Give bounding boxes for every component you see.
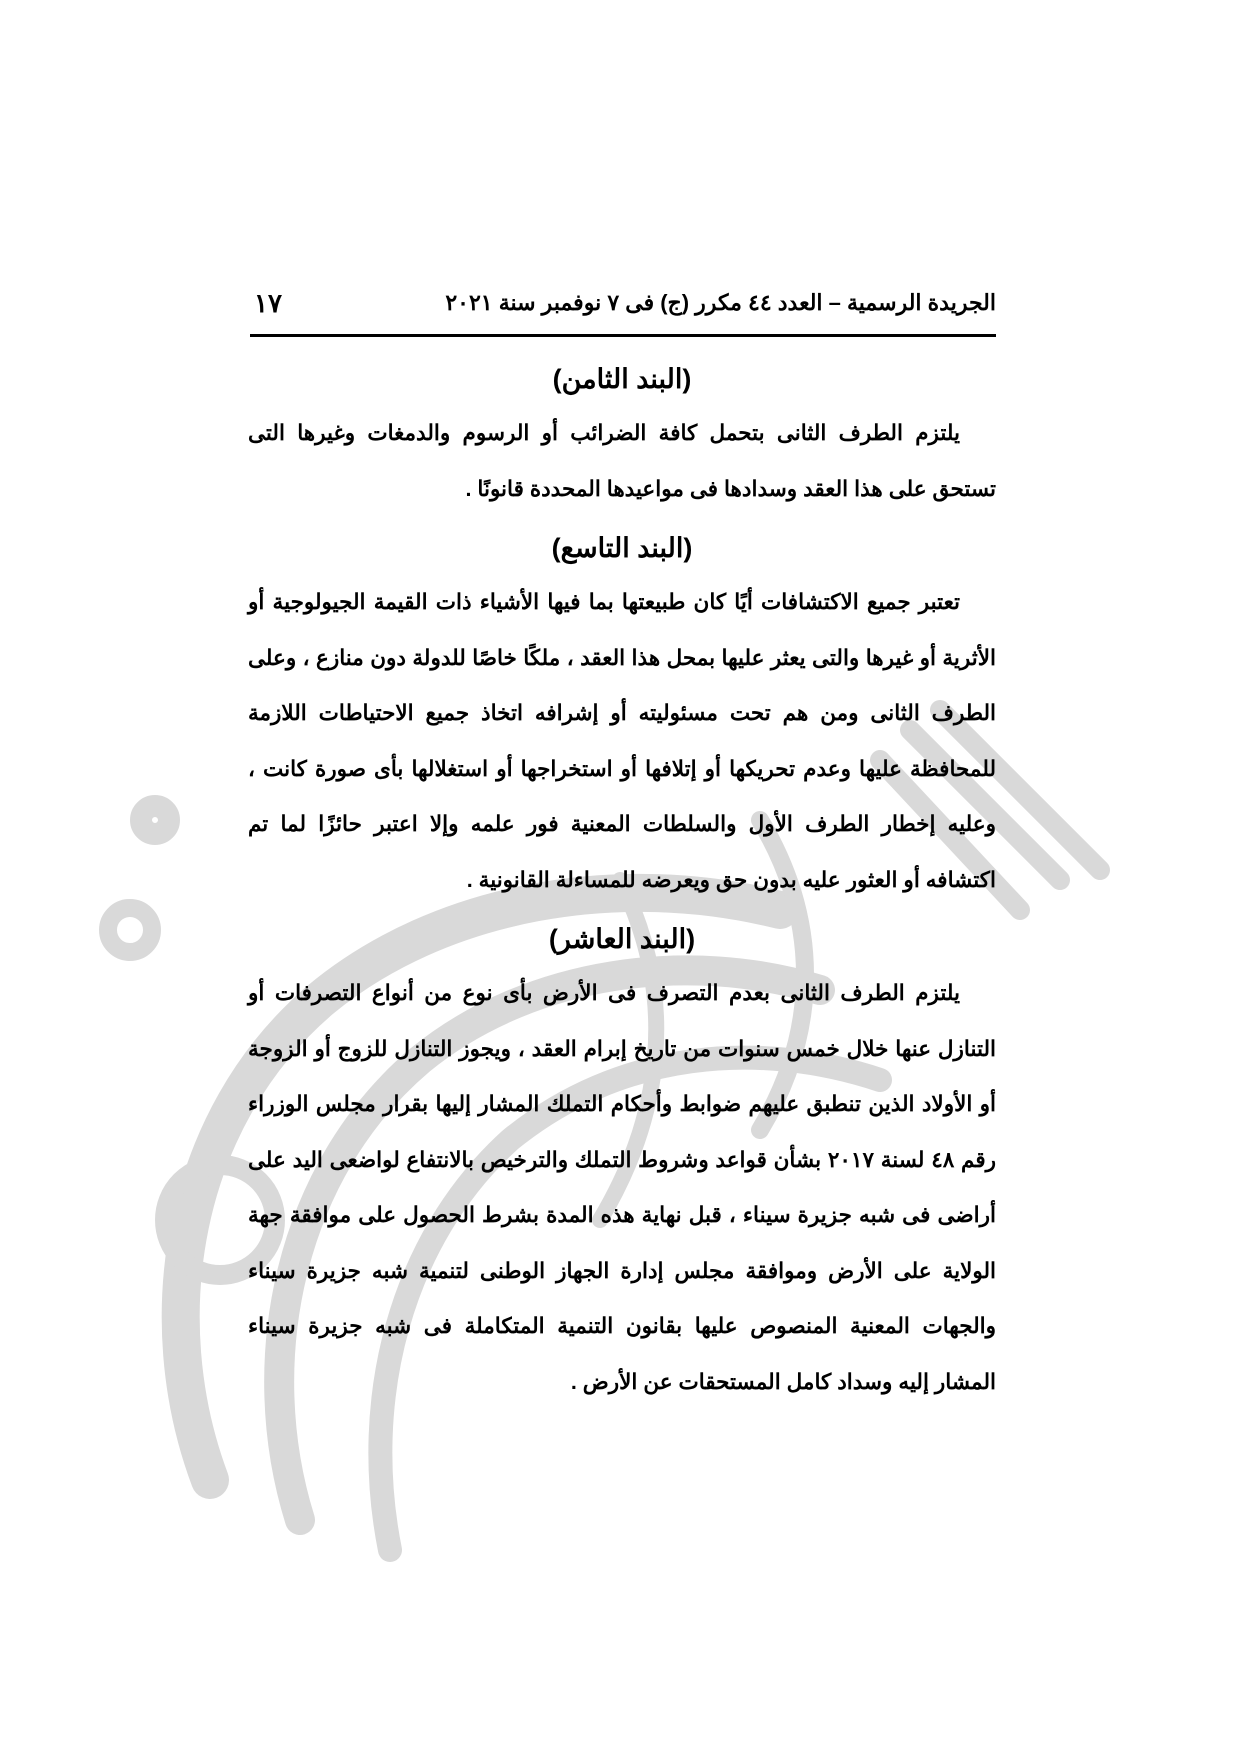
header-divider bbox=[250, 334, 996, 337]
section-title: (البند الثامن) bbox=[552, 364, 692, 394]
page-header bbox=[250, 286, 996, 330]
section-paragraph: تعتبر جميع الاكتشافات أيًا كان طبيعتها بما فيها الأشياء ذات القيمة الجيولوجية أو الأثرية أو غيرها والتى يعثر عليها بمحل هذا العقد ، ملكًا خاصًا للدولة دون منازع ، وعلى الطرف الثانى ومن هم تحت مسئوليته أو إشرافه اتخاذ جميع الاحتياطات اللازمة للمحافظة عليها وعدم تحريكها أو إتلافها أو استخراجها أو استغلالها بأى صورة كانت ، وعليه إخطار الطرف الأول والسلطات المعنية فور علمه وإلا اعتبر حائزًا لما تم اكتشافه أو العثور عليه بدون حق ويعرضه للمساءلة القانونية . bbox=[248, 590, 996, 892]
header-title: الجريدة الرسمية – العدد ٤٤ مكرر (ج) فى ٧ نوفمبر سنة ٢٠٢١ bbox=[445, 290, 996, 315]
page-number: ١٧ bbox=[254, 288, 282, 318]
section-paragraph: يلتزم الطرف الثانى بتحمل كافة الضرائب أو الرسوم والدمغات وغيرها التى تستحق على هذا العقد وسدادها فى مواعيدها المحددة قانونًا . bbox=[248, 421, 996, 501]
section-eighth-clause bbox=[248, 354, 996, 517]
section-tenth-clause bbox=[248, 914, 996, 1410]
section-title: (البند التاسع) bbox=[551, 533, 693, 563]
section-title: (البند العاشر) bbox=[548, 924, 696, 954]
section-ninth-clause bbox=[248, 523, 996, 908]
section-paragraph: يلتزم الطرف الثانى بعدم التصرف فى الأرض بأى نوع من أنواع التصرفات أو التنازل عنها خلال خمس سنوات من تاريخ إبرام العقد ، ويجوز التنازل للزوج أو الزوجة أو الأولاد الذين تنطبق عليهم ضوابط وأحكام التملك المشار إليها بقرار مجلس الوزراء رقم ٤٨ لسنة ٢٠١٧ بشأن قواعد وشروط التملك والترخيص بالانتفاع لواضعى اليد على أراضى فى شبه جزيرة سيناء ، قبل نهاية هذه المدة بشرط الحصول على موافقة جهة الولاية على الأرض وموافقة مجلس إدارة الجهاز الوطنى لتنمية شبه جزيرة سيناء والجهات المعنية المنصوص عليها بقانون التنمية المتكاملة فى شبه جزيرة سيناء المشار إليه وسداد كامل المستحقات عن الأرض . bbox=[248, 981, 996, 1394]
document-body bbox=[248, 348, 996, 1410]
